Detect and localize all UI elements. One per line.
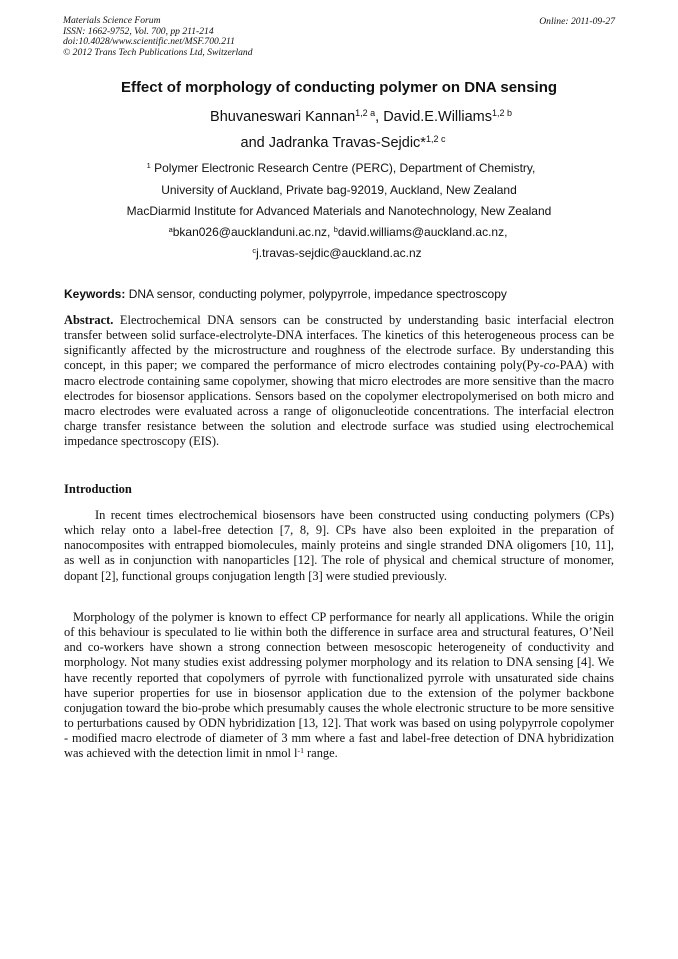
email-travas-sejdic: j.travas-sejdic@auckland.ac.nz bbox=[256, 246, 422, 260]
journal-header bbox=[63, 16, 253, 58]
affiliation-line-3: MacDiarmid Institute for Advanced Materials and Nanotechnology, New Zealand bbox=[126, 204, 552, 218]
doi-line: doi:10.4028/www.scientific.net/MSF.700.211 bbox=[63, 36, 235, 48]
copyright-line: © 2012 Trans Tech Publications Ltd, Switzerland bbox=[63, 46, 253, 58]
affiliation-line-2: University of Auckland, Private bag-92019, Auckland, New Zealand bbox=[161, 183, 517, 197]
author-kannan-sup: 1,2 a bbox=[355, 108, 376, 119]
keywords bbox=[64, 287, 507, 301]
author-travas-sejdic-sup: 1,2 c bbox=[425, 134, 446, 145]
journal-name: Materials Science Forum bbox=[63, 15, 161, 26]
email-line-2: $^c$j.travas-sejdic@auckland.ac.nz bbox=[252, 245, 422, 260]
email-williams: david.williams@auckland.ac.nz, bbox=[337, 225, 508, 239]
affiliation-line-1: $^1$ Polymer Electronic Research Centre (PERC), Department of Chemistry, bbox=[146, 160, 536, 175]
email-kannan: bkan026@aucklanduni.ac.nz, bbox=[172, 225, 334, 239]
introduction-heading: Introduction bbox=[64, 482, 132, 496]
keywords-text: DNA sensor, conducting polymer, polypyrrole, impedance spectroscopy bbox=[125, 287, 507, 301]
author-williams: David.E.Williams bbox=[383, 109, 492, 125]
email-line-1: $^a$bkan026@aucklanduni.ac.nz, $^b$david.williams@auckland.ac.nz, bbox=[168, 224, 508, 239]
authors-line-2: and Jadranka Travas-Sejdic*$^{1,2 c}$ bbox=[240, 134, 446, 151]
introduction-paragraph-2: Morphology of the polymer is known to effect CP performance for nearly all applications. While the origin of this behaviour is speculated to lie within both the difference in surface area and structural features, O’Neil and co-workers have shown a strong connection between mesoscopic heterogeneity of conductivity and morphology. Not many studies exist addressing polymer morphology and its relation to DNA sensing [4]. We have recently reported that copolymers of pyrrole with functionalized pyrrole with unsaturated side chains have superior properties for use in biosensor application due to the extension of the polymer backbone conjugation toward the bio-probe which presumably causes the whole electronic structure to be more sensitive to perturbations caused by ODN hybridization [13, 12]. That work was based on using polypyrrole copolymer - modified macro electrode of diameter of 3 mm where a fast and label-free detection of DNA hybridization was achieved with the detection limit in nmol $l^{-1}$ range. bbox=[64, 610, 614, 761]
author-williams-sup: 1,2 b bbox=[491, 108, 512, 119]
introduction-paragraph-1: In recent times electrochemical biosensors have been constructed using conducting polymers (CPs) which relay onto a label-free detection [7, 8, 9]. CPs have also been exploited in the preparation of nanocomposites with entrapped biomolecules, mainly proteins and single stranded DNA oligomers [10, 11], as well as in conjunction with nanoparticles [12]. The role of physical and chemical structure of monomer, dopant [2], functional groups conjugation length [3] were studied previously. bbox=[64, 508, 614, 583]
paper-title: Effect of morphology of conducting polymer on DNA sensing bbox=[120, 79, 558, 96]
abstract: Abstract. Electrochemical DNA sensors can be constructed by understanding basic interfacial electron transfer between solid surface-electrolyte-DNA interfaces. The kinetics of this heterogeneous process can be significantly affected by the microstructure and roughness of the electrode surface. By understanding this concept, in this paper; we compared the performance of micro electrodes containing poly(Py-co-PAA) with macro electrode containing same copolymer, showing that micro electrodes are more sensitive than the macro electrodes for biosensor applications. Sensors based on the copolymer electropolymerised on both micro and macro electrodes were evaluated across a range of oligonucleotide concentrations. The interfacial electron charge transfer resistance between the solution and electrode surface was studied using electrochemical impedance spectroscopy (EIS). bbox=[64, 313, 614, 449]
issn-line: ISSN: 1662-9752, Vol. 700, pp 211-214 bbox=[63, 25, 214, 37]
keywords-label: Keywords: bbox=[64, 287, 126, 301]
abstract-label: Abstract. bbox=[64, 313, 114, 327]
author-kannan: Bhuvaneswari Kannan bbox=[210, 109, 356, 125]
online-date: Online: 2011-09-27 bbox=[539, 16, 615, 27]
author-travas-sejdic: Jadranka Travas-Sejdic* bbox=[268, 135, 426, 151]
authors-line-1: Bhuvaneswari Kannan$^{1,2 a}$, David.E.Williams$^{1,2 b}$ bbox=[210, 108, 512, 125]
